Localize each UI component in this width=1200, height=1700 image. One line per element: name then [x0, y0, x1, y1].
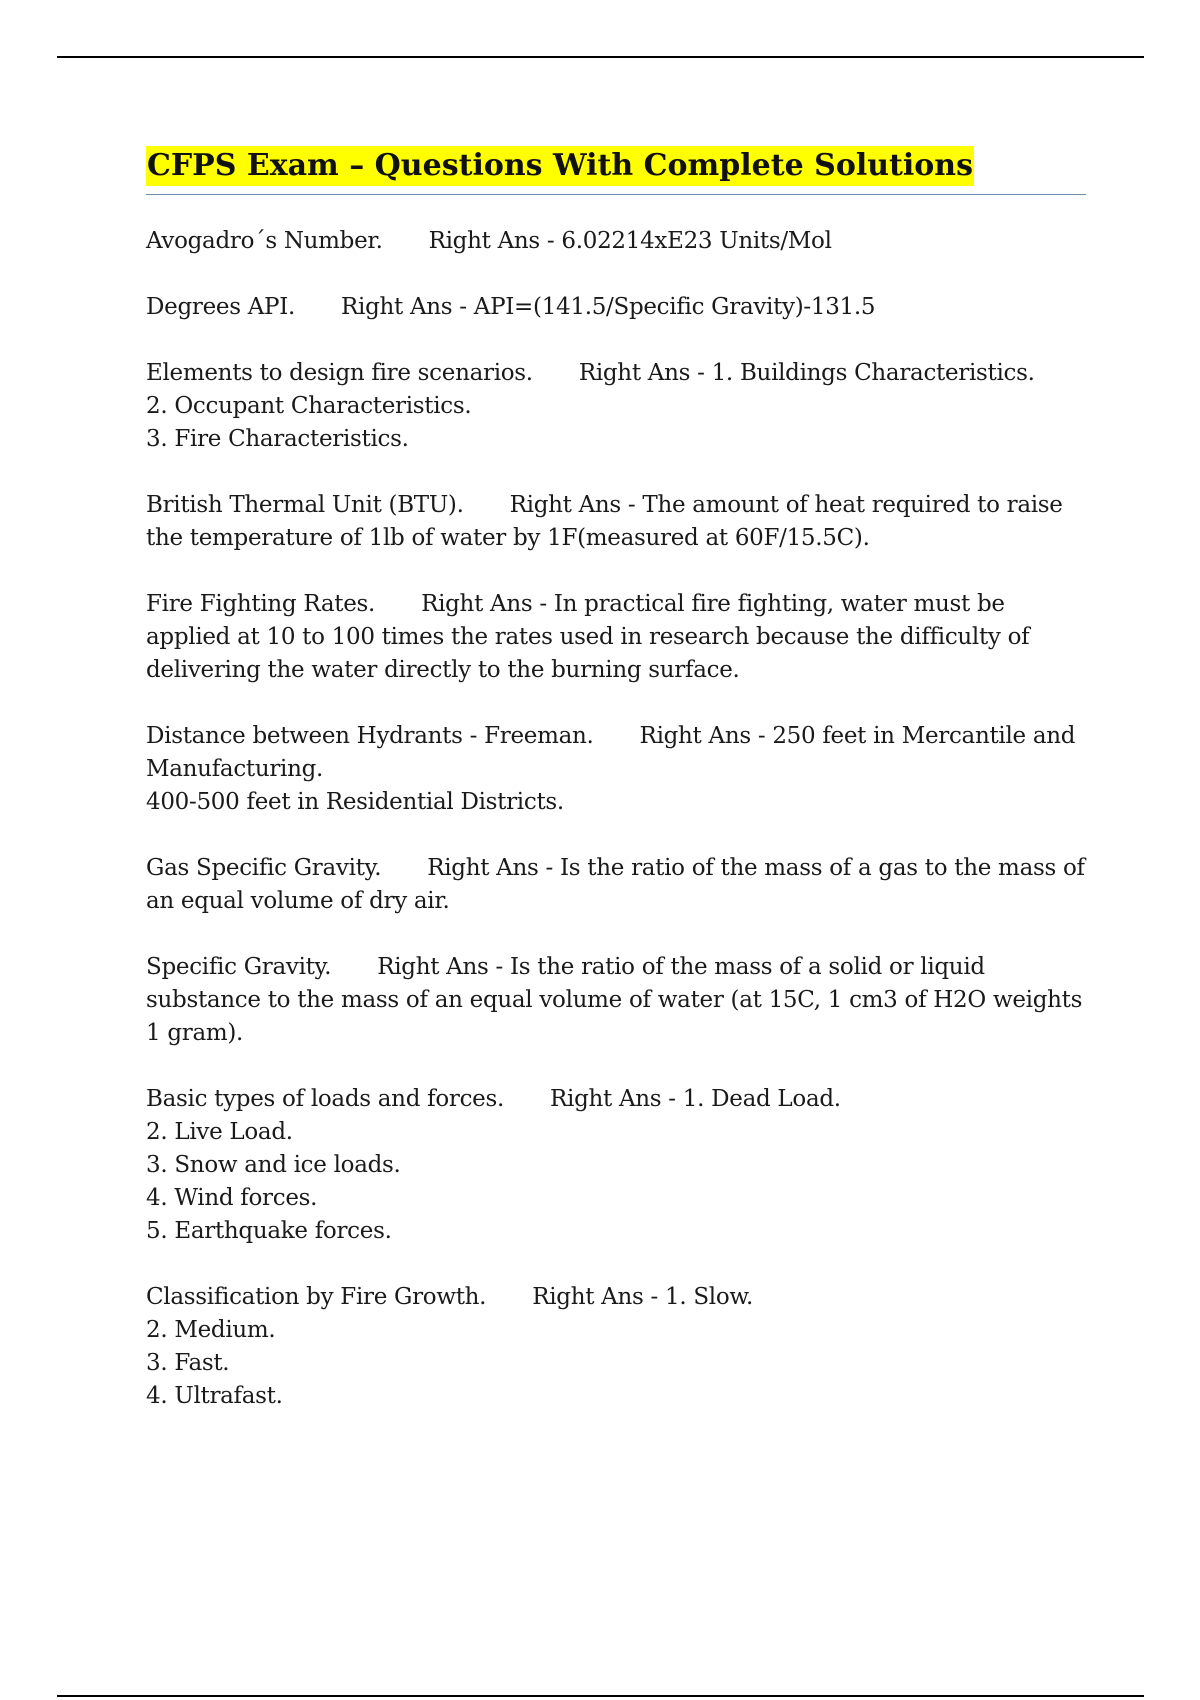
- question-text: Classification by Fire Growth.: [146, 1284, 487, 1310]
- answer-text: Right Ans - Is the ratio of the mass of a gas to the mass of an equal volume of dry air.: [146, 855, 1085, 914]
- header-rule: [57, 56, 1144, 58]
- answer-text: Right Ans - 6.02214xE23 Units/Mol: [428, 228, 832, 254]
- answer-text: Right Ans - 1. Dead Load.: [550, 1086, 841, 1112]
- qa-item: [146, 291, 1086, 324]
- answer-text: Right Ans - 1. Buildings Characteristics.: [578, 360, 1035, 386]
- answer-list-line: 400-500 feet in Residential Districts.: [146, 789, 564, 815]
- answer-text: Right Ans - 1. Slow.: [532, 1284, 754, 1310]
- question-text: Gas Specific Gravity.: [146, 855, 382, 881]
- answer-list-line: 4. Ultrafast.: [146, 1383, 283, 1409]
- document-body: [146, 146, 1086, 1446]
- answer-text: Right Ans - 250 feet in Mercantile and Manufacturing.: [146, 723, 1076, 782]
- answer-text: Right Ans - In practical fire fighting, water must be applied at 10 to 100 times the rates used in research because the difficulty of delivering the water directly to the burning surface.: [146, 591, 1030, 683]
- answer-text: Right Ans - Is the ratio of the mass of a solid or liquid substance to the mass of an equal volume of water (at 15C, 1 cm3 of H2O weights 1 gram).: [146, 954, 1083, 1046]
- qa-item: [146, 225, 1086, 258]
- question-text: Basic types of loads and forces.: [146, 1086, 504, 1112]
- answer-list-line: 3. Fire Characteristics.: [146, 426, 409, 452]
- qa-item: [146, 489, 1086, 555]
- question-text: Avogadro´s Number.: [146, 228, 383, 254]
- answer-list-line: 5. Earthquake forces.: [146, 1218, 392, 1244]
- qa-list: [146, 225, 1086, 1413]
- qa-item: [146, 1281, 1086, 1413]
- answer-list-line: 3. Snow and ice loads.: [146, 1152, 401, 1178]
- answer-text: Right Ans - API=(141.5/Specific Gravity)-131.5: [341, 294, 876, 320]
- document-title: CFPS Exam – Questions With Complete Solutions: [146, 146, 974, 186]
- qa-item: [146, 852, 1086, 918]
- question-text: Specific Gravity.: [146, 954, 332, 980]
- question-text: Degrees API.: [146, 294, 295, 320]
- question-text: Fire Fighting Rates.: [146, 591, 376, 617]
- qa-item: [146, 951, 1086, 1050]
- footer-rule: [57, 1695, 1144, 1697]
- qa-item: [146, 720, 1086, 819]
- question-text: Distance between Hydrants - Freeman.: [146, 723, 594, 749]
- answer-text: Right Ans - The amount of heat required to raise the temperature of 1lb of water by 1F(measured at 60F/15.5C).: [146, 492, 1063, 551]
- answer-list-line: 3. Fast.: [146, 1350, 230, 1376]
- answer-list-line: 2. Occupant Characteristics.: [146, 393, 472, 419]
- question-text: British Thermal Unit (BTU).: [146, 492, 464, 518]
- answer-list-line: 2. Live Load.: [146, 1119, 293, 1145]
- answer-list-line: 4. Wind forces.: [146, 1185, 318, 1211]
- qa-item: [146, 1083, 1086, 1248]
- question-text: Elements to design fire scenarios.: [146, 360, 533, 386]
- qa-item: [146, 357, 1086, 456]
- answer-list-line: 2. Medium.: [146, 1317, 276, 1343]
- qa-item: [146, 588, 1086, 687]
- title-block: [146, 146, 1086, 195]
